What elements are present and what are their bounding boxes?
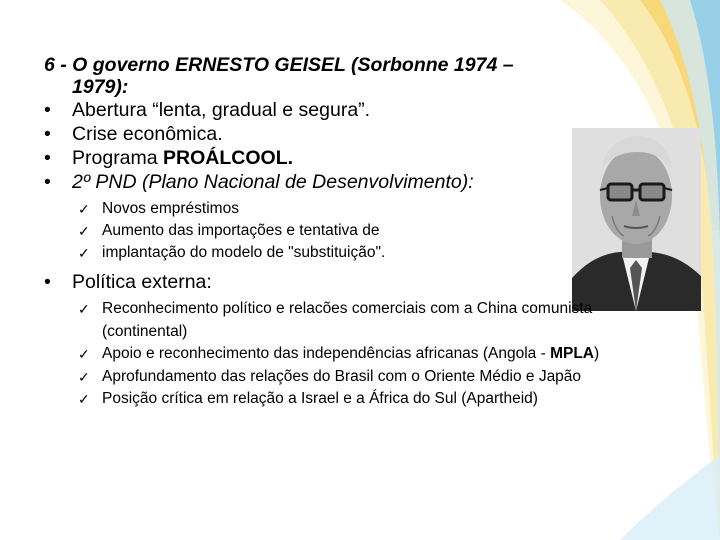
check-text: Reconhecimento político e relacões comerciais com a China comunista (continental)	[102, 300, 593, 340]
foreign-policy-check-list	[44, 298, 644, 411]
check-item	[44, 298, 644, 343]
foreign-policy-bullet	[44, 270, 644, 294]
check-icon: ✓	[78, 346, 90, 362]
check-item	[44, 388, 644, 411]
check-item	[44, 220, 644, 242]
check-item	[44, 343, 644, 366]
check-item	[44, 198, 644, 220]
check-icon: ✓	[78, 368, 90, 385]
bullet-dot-icon: •	[44, 171, 51, 193]
check-icon: ✓	[78, 391, 90, 407]
check-item	[44, 242, 644, 264]
check-bold-text: MPLA	[550, 345, 594, 362]
check-text-suffix: )	[593, 345, 600, 362]
check-item	[44, 366, 644, 389]
slide-content	[44, 54, 644, 411]
bullet-dot-icon: •	[44, 147, 51, 169]
check-icon: ✓	[78, 201, 90, 217]
pnd-check-list	[44, 198, 644, 264]
title-line-1: 6 - O governo ERNESTO GEISEL (Sorbonne 1974 –	[44, 54, 514, 76]
bullet-crise	[44, 122, 644, 146]
bullet-text: Política externa:	[72, 271, 212, 293]
bullet-text: Abertura “lenta, gradual e segura”.	[72, 99, 371, 121]
check-text: Apoio e reconhecimento das independências africanas (Angola -	[102, 345, 551, 362]
check-icon: ✓	[78, 301, 90, 317]
bullet-text: 2º PND (Plano Nacional de Desenvolvimento):	[72, 171, 474, 193]
check-text: Posição crítica em relação a Israel e a África do Sul (Apartheid)	[102, 390, 538, 407]
main-bullet-list	[44, 98, 644, 194]
bullet-dot-icon: •	[44, 271, 51, 293]
check-text: Aprofundamento das relações do Brasil com o Oriente Médio e Japão	[102, 367, 582, 385]
check-icon: ✓	[78, 245, 90, 261]
slide-title	[44, 54, 644, 98]
check-text: Aumento das importações e tentativa de	[102, 222, 380, 239]
check-icon: ✓	[78, 223, 90, 239]
bullet-dot-icon: •	[44, 99, 51, 121]
bullet-text: Crise econômica.	[72, 123, 223, 145]
bullet-abertura	[44, 98, 644, 122]
bullet-text: Programa	[72, 147, 164, 169]
bullet-dot-icon: •	[44, 123, 51, 145]
check-text: implantação do modelo de "substituição".	[102, 244, 386, 261]
bullet-bold-text: PROÁLCOOL.	[163, 147, 294, 169]
bullet-pnd	[44, 170, 644, 194]
title-line-2: 1979):	[72, 76, 129, 98]
check-text: Novos empréstimos	[102, 200, 239, 217]
bullet-politica-externa	[44, 270, 644, 294]
bullet-proalcool	[44, 146, 644, 170]
